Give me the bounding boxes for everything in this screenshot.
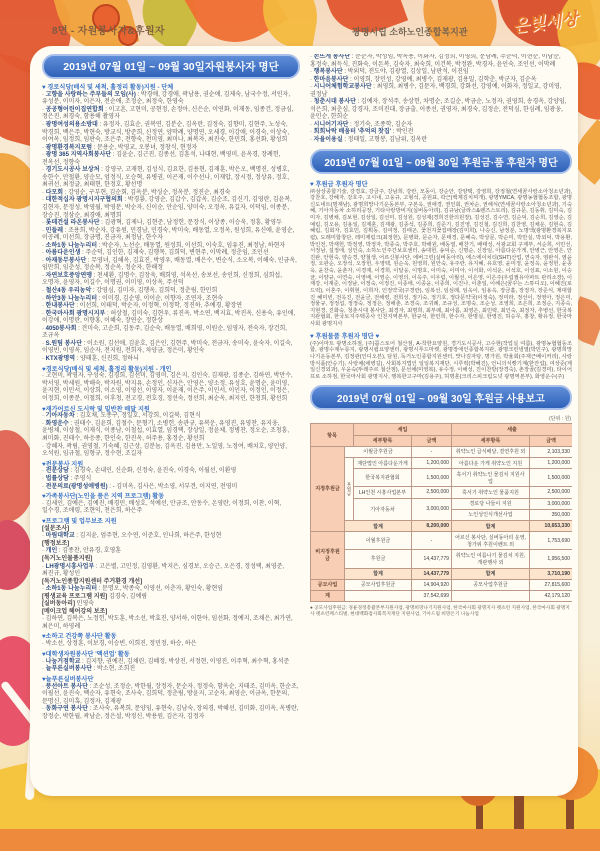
- table-cell: 3,000,000: [412, 498, 452, 520]
- bracket-label: [메이크업 헤어강의 보조]: [42, 608, 108, 615]
- table-cell: 이월금후원금: [345, 446, 412, 457]
- table-cell: 계: [311, 590, 345, 601]
- table-cell: 1,500,000: [412, 469, 452, 487]
- table-cell: [345, 590, 412, 601]
- entry-label: 기아자동차: [45, 413, 75, 420]
- bracket-entry: [42, 556, 300, 564]
- name-list: · 박소선, 상정훈, 이보경, 이승빈, 이희진, 정민정, 하승, 하은: [42, 641, 197, 648]
- table-cell: [452, 590, 530, 601]
- entry-label: 자율이용실: [313, 137, 343, 144]
- volunteer-entry: · 4050봉사회 : 견미숙, 고순희, 김동주, 김순숙, 배동열, 배희영, 이원순, 임영자, 전숙자, 장건희, 조규옥: [42, 325, 287, 340]
- entry-label: 나눔거점학교: [45, 658, 81, 665]
- table-cell: 세출: [452, 424, 573, 435]
- volunteer-entry: · 소하1동 나눔누리터 : 문명오, 박종숙, 이영선, 이춘자, 황인숙, 황현임: [42, 586, 224, 593]
- entry-label: 광명여성의용소방대: [45, 122, 98, 128]
- entry-label: 하안3동 나눔누리터: [45, 295, 98, 302]
- bracket-label: [평생교육 프로그램 지원]: [42, 593, 108, 600]
- report-footnote: ● 공모사업후원금: 경륜경정총괄본부지원사업, 광명희망나기지원사업, 한국마사회 광명지사 펫츠런 지원사업, 한국마사회 광명지사 펫츠런페스티벌, 현대백화점사회복지재단 지원사업, 기아드림 희망온기 나눔사업: [310, 605, 570, 617]
- entry-label: 롯데건설 라온봉사단: [45, 220, 100, 227]
- funds-report-table: [310, 423, 572, 602]
- table-cell: 후원금: [345, 458, 354, 521]
- volunteer-entry: · 늘푸른실버봉사단 : 박소현, 조희진: [42, 666, 136, 673]
- volunteer-entry: · KTX광명역 : 양태훈, 신진희, 정하늬: [42, 355, 139, 362]
- volunteer-entry: · 하안3동 나눔누리터 : 이미경, 김순영, 이이순, 이향자, 조연자, 조현숙: [42, 295, 224, 302]
- table-cell: 합계: [345, 520, 412, 531]
- table-cell: 10,653,330: [530, 520, 573, 531]
- table-cell: 혹서기 취약노인 물품지원: [452, 487, 530, 498]
- entry-label: 다모회: [45, 189, 64, 196]
- volunteer-entry: · 한국마사회 광명시지부 : 허상철, 김미숙, 김현우, 류진옥, 박소연, 백지효, 박진옥, 신용숙, 유인애, 이강애, 이명란, 이향홍, 이혜숙, 장연순, 정한상: [42, 310, 296, 325]
- right-column: [310, 54, 572, 790]
- table-cell: 비지정후원금: [311, 532, 345, 580]
- table-row: [311, 550, 573, 568]
- goods-donor-heading: ♥ 후원물품 후원자 명단 ♥: [310, 332, 380, 340]
- entry-label: 동화구연 봉사단: [45, 706, 88, 713]
- entry-label: 한마음봉사단: [313, 76, 349, 83]
- table-cell: 항목: [311, 424, 354, 446]
- volunteer-entry: · 광명여성의용소방대 : 유정자, 김효순, 권복연, 김분순, 김옥란, 김정숙, 김향미, 김현주, 노성숙, 박경희, 백은주, 박현숙, 방교식, 방준희, 신정연, 양막례, 양명연, 오세경, 이강애, 이경숙, 이상숙, 이여옥, 임정희, 임판숙, 조은주, 전향숙, 천미영, 최미나, 최복자, 최진숙, 한민희, 홍선화, 황성희: [42, 122, 289, 144]
- organization-name: 광명시립 소하노인종합복지관: [352, 27, 468, 37]
- section-heading: ♥경로식당(배식 및 세척, 홀정리 활동)지원 - 개인: [42, 365, 172, 373]
- table-cell: 세부항목: [452, 435, 530, 446]
- table-cell: 금액: [530, 435, 573, 446]
- entry-label: 자연보호중앙연맹: [45, 272, 93, 279]
- volunteer-entry: · 자연보호중앙연맹 : 천세환, 김명수, 김장욱, 배희영, 석옥선, 송보선, 송인희, 신정희, 심희섭, 오명자, 윤영자, 이길수, 이명권, 이미영, 이상옥, 주선덕: [42, 272, 282, 287]
- entry-label: 마림대학교: [45, 533, 75, 540]
- bracket-entry: [42, 579, 300, 587]
- donor-list-title-banner: 2019년 07월 01일 ~ 09월 30일 후원금·품 후원자 명단: [310, 149, 572, 174]
- entry-label: 시니어체험학교봉사단: [313, 84, 372, 91]
- entry-label: 전문의료(광명성애병원): [45, 483, 108, 490]
- bracket-label: [실버동아리]: [42, 601, 75, 608]
- name-list: · 김하연, 김복은, 노정헌, 박도훈, 박소선, 박효진, 양서하, 이한아, 임선화, 정예지, 조채은, 최가연, 최은미, 하영례: [42, 616, 293, 630]
- table-cell: 2,500,000: [412, 487, 452, 498]
- table-row: [311, 579, 573, 590]
- entry-label: 손뜨게 봉사단: [313, 54, 351, 60]
- volunteer-entry: · 광명환경복지포럼 : 문용순, 박영교, 오봉녀, 정창식, 현정자: [42, 144, 198, 151]
- table-cell: 42,179,120: [530, 590, 573, 601]
- entry-label: 소하1동 나눔누리터: [45, 586, 98, 593]
- newsletter-logo: 은빛세상: [511, 9, 579, 36]
- table-row: [311, 590, 573, 601]
- unit-note: (단위 : 원): [549, 416, 571, 423]
- volunteer-entry: · 동화구연 봉사단 : 조사숙, 유복희, 문양임, 유현숙, 김남숙, 장의경, 박혜선, 김미화, 김미옥, 옥병란, 장정순, 박한월, 곽남순, 정은설, 박정신, 박용원, 김은자, 김정자: [42, 706, 299, 720]
- volunteer-entry: · 행복봉사단 : 박외덕, 전도야, 김광열, 김상일, 남판석, 이진임: [310, 69, 469, 76]
- volunteer-entry: · LH광명시흥사업부 : 고은별, 고민정, 김영환, 박지은, 심경보, 오승근, 오은경, 정성택, 최영준, 최진규, 황성인: [42, 563, 285, 578]
- entry-label: 광명환경복지포럼: [45, 144, 93, 151]
- entry-label: 전문상담: [45, 468, 69, 475]
- volunteer-list-title-banner: 2019년 07월 01일 ~ 09월 30일자원봉사자 명단: [42, 54, 300, 79]
- volunteer-entry: · 법률상담 : 주영식: [42, 475, 92, 482]
- table-cell: 2,103,330: [530, 446, 573, 457]
- name-list: · 고현미, 곽영자, 구성숙, 김경희, 김선미, 김영미, 김은지, 김인숙, 김재광, 김종순, 김하연, 박만수, 박서영, 박세원, 박해숙, 박자원, 박지유, 손정인, 신자은, 안영은, 양소정, 유성호, 윤명순, 윤미영, 윤지현, 이민서, 이상희, 이소영, 이영선, 이영자, 이윤재, 이은주, 이인서, 이인자, 이정인, 이정은, 이정희, 이종분, 이철희, 이후청, 전고경, 전호징, 정선숙, 정선희, 최순옥, 최지인, 한청희, 황선희: [42, 373, 293, 402]
- bracket-entry: [실버동아리] 민영숙: [42, 601, 95, 608]
- table-cell: 공모사업: [311, 579, 345, 590]
- table-cell: 재단법인 아름다운가게: [354, 458, 412, 469]
- volunteer-entry: · 광명 365 지역사회봉사단 : 김윤순, 김근진, 김종선, 김훈석, 나대현, 백영미, 윤옥경, 장례헌, 전옥선, 정향숙: [42, 152, 281, 166]
- table-cell: 공모사업후원금: [345, 579, 412, 590]
- table-cell: 기아자동차: [354, 498, 412, 520]
- table-cell: 8,200,000: [412, 520, 452, 531]
- volunteer-entry: · 고향을 사랑하는 주부들의 모임(사) : 박경애, 강경애, 곽남용, 권순애, 김제숙, 남국수정, 서인자, 유성분, 이미자, 이은자, 전순애, 조정순, 최정숙, 한영숙: [42, 91, 291, 106]
- table-cell: 합계: [452, 568, 530, 579]
- entry-label: 화영운수: [45, 420, 69, 427]
- entry-label: 늘푸른실버봉사단: [45, 666, 93, 673]
- autumn-leaf-decoration: [257, 0, 324, 50]
- entry-label: 공공형어린이집연합회: [45, 106, 104, 113]
- entry-label: 시니어기자단: [313, 121, 349, 128]
- volunteer-entry: · 마림대학교 : 김지윤, 엄주현, 오수연, 이준호, 인나희, 하은주, 한성현: [42, 533, 222, 540]
- entry-label: 4050봉사회: [45, 325, 77, 332]
- volunteer-entry: · 한마음봉사단 : 이영희, 장민성, 강영예, 최병수, 김재광, 김용밀, 김학춘, 박군자, 김순옥: [310, 76, 537, 83]
- table-cell: 14,437,779: [412, 568, 452, 579]
- report-title-banner: 2019년 07월 01일 ~ 09월 30일 후원금 사용보고: [310, 385, 572, 410]
- entry-label: 희희낙락 배움터 '추억의 찻집': [313, 129, 392, 136]
- table-cell: 세부항목: [354, 435, 412, 446]
- entry-label: 고향을 사랑하는 주부들의 모임(사): [45, 91, 136, 98]
- section-heading: ♥소하고 건강쪽 봉사단 활동: [42, 633, 117, 641]
- table-cell: 지정후원금: [311, 446, 345, 531]
- volunteer-entry: · 철산4동 우리농악 : 강영심, 김미자, 김행옥, 김희덕, 정춘림, 한민희: [42, 288, 218, 295]
- table-row: [311, 532, 573, 550]
- name-list: · 김세인, 김예은, 김예진, 배경민, 배성호, 석예선, 안금조, 안동수, 온영란, 이정희, 이찬, 이혁, 일수경, 조애령, 조현익, 천은희, 하은주: [42, 500, 282, 515]
- table-cell: 14,904,920: [412, 579, 452, 590]
- volunteer-entry: · 경기도시공사 보상처 : 강영구, 고재현, 김성식, 김요한, 김용현, 김재훈, 박은오, 백명진, 성병호, 송한수, 안철환, 양순모, 엄정식, 오승혁, 유병권, 이곤재, 이수선나, 이재압, 장시정, 정상유, 정호, 최귀선, 최정글, 최태현, 한정호, 황선명: [42, 167, 290, 189]
- money-donor-names: ㈜삼상종합기술, 강경효, 강금주, 강남희, 강란, 모동이, 강순안, 강양택, 강영희, 강정철(연세꿈사랑소아청소년과), 강찬호, 강혜자, 강호주, 고시내, 고웅규, 고형석, 공원표, 곽근(백제김치찌개), 광명YMCA, 광명농협협동조합, 광명신도네트(명재남), 광명희망나기운동본부, 구본옥, 권애경, 권인회, 권차순, 권해식(연세꿈사랑소아청소년과), 기숙혜, 기아자동차 소하리공장, 기타사랑방비지(실버동아리), 김규남(글라스&렌즈스토리), 김규문, 김동휘, 김미숙, 김미자, 김병채, 김보현, 김상일, 김선미, 김성원, 김성재(경희진한의원장), 김성진, 김수연, 김순덕, 김순희, 김영순, 김예림, 김오용, 김용일, 김제훈, 김재광, 김종석, 김종희, 김준기, 김진영, 김진철, 김진희, 김찬영, 김채운, 김현숙, 김혜림, 김회자, 김효민, 김획동, 김여정, 김태곤, 꽃천지꽃집매장(김미희), 나승신, 남정분, 노명액(광명환경복지포럼), 도레미합창단, 레미제림크(최정헌), 문병화, 문순자, 문태경, 문혜숙, 박상문, 박순미, 박만실, 박외덕, 박용환, 박인전, 박재헌, 박정영, 박정자, 박종숙, 박주호, 박해원, 배동열, 배찬기, 배태성, 서광교회 구제부, 서순희, 서민선, 서정남, 설정애, 성인숙, 소하노인주간보호센터, 송대헌, 송덕순, 신명순, 신장임, 아름다운가게, 안병근, 안영은, 안진완, 안현숙, 양승경, 양철생, 어르신봉사단, 에버그린(실버동아리), 에스에이치티(SHT)산업, 연숙자, 염완식, 염윤정, 오관순, 오장석, 오장헌, 우영택, 원순옥, 원영희, 원안숙, 유주란, 유지혜, 유호영, 윤미정, 윤정옥, 윤정헌, 윤종옥, 윤찬숙, 윤춘자, 이경재, 이경희, 이달웅, 이명호, 이미숙, 이미아, 이서화, 이석운, 이석호, 이성표, 이소원, 이승균, 이양규, 이연숙, 이영배, 이영순, 이영의, 이옥주, 이우림, 이월선, 이은영, 이은주(우림필유아파트 관리소장), 이재강, 이재준, 이정남, 이정숙, 이정진, 이종애, 이종윤, 이종희, 이진나, 이춘일, 이해은(꿈꾸는 스튜디오), 이혜진(로드떡), 이혼주, 이휘현, 이희자, 인정약국(구경란), 임복선, 임심례, 임옥이, 임용옥, 장금홀, 장정자, 장준식, 제대합진 혜미빈, 전옥진, 전윤금, 전해령, 전희성, 정기숙, 정기호, 정다문약국(이정숙), 정미라, 정선이, 정영아, 정은미, 정물규, 정정섭, 정정숙, 정정은, 정해춘, 조경숙, 조귀례, 조규성, 조명숙, 조순성, 조영희, 조은희, 조정순, 지종숙, 지현경, 진화숙, 청춘시대 봉사단, 최경자, 최명희, 최부례, 최아름, 최영은, 최민락, 최인숙, 최정자, 추병선, 한국복지관협회, 한국토지주택공사 인천지역본부, 한규석, 한민희, 한수자, 한명실, 한영진, 허승무, 홍창, 황유정, 한국마사회 광명지사: [310, 188, 572, 328]
- entry-label: 청춘시대 봉사단: [313, 99, 356, 106]
- table-cell: 이월후원금: [345, 532, 412, 550]
- table-cell: 1,956,500: [530, 550, 573, 568]
- section-heading: ♥프로그램 및 업무보조 지원: [42, 517, 117, 525]
- section-heading: ♥가족봉사단(노인을 품은 지역 프로그램) 활동: [42, 493, 165, 501]
- entry-label: 민들레: [45, 227, 64, 234]
- entry-label: 법률상담: [45, 475, 69, 482]
- section-heading: ♥전문봉사 지원: [42, 460, 84, 468]
- table-cell: 3,000,000: [530, 498, 573, 509]
- entry-label: 한내봉사단: [45, 303, 75, 310]
- volunteer-entry: · 풍선아트 봉사단 : 조순성, 조정순, 박한월, 장정자, 문순자, 정정숙, 함옥순, 지태조, 김미옥, 한순조, 이필선, 윤진숙, 백순자, 유현숙, 조사숙, 김희덕, 정춘림, 방윤지, 고순자, 최영순, 이금옥, 한문의, 문명신, 김미혹, 김정자, 김재광: [42, 683, 299, 705]
- entry-label: 소하1동 나눔누리터: [45, 242, 98, 249]
- volunteer-entry: · 한내봉사단 : 이선희, 이태덕, 박순자, 이정혁, 이정학, 정진하, 추예경, 황장연: [42, 303, 243, 310]
- table-cell: 합계: [452, 520, 530, 531]
- volunteer-entry: · 손뜨게 봉사단 : 문순자, 박성임, 박옥용, 이화자, 김정희, 이영희, 문남례, 주순덕, 이현순, 이남순, 홍정숙, 최득식, 진화숙, 이돈복, 김숙자, 최숙희, 이건복, 박정완, 박경자, 윤인숙, 조인선, 이막례: [310, 54, 561, 68]
- section-heading: ♥재가어르신 도시락 및 밑반찬 배달 지원: [42, 405, 150, 413]
- name-list: · 강혜자, 곽림, 권영철, 기숙혜, 김근상, 김분놈, 김옥진, 김용만, 노일영, 노정여, 배치호, 양인양, 오석원, 임규철, 임형규, 정수현, 조길자: [42, 443, 287, 458]
- entry-label: 광명 365 지역사회봉사단: [45, 152, 112, 159]
- table-cell: 아름다운 가게 취약노인 지원: [452, 458, 530, 469]
- table-cell: 1,500,000: [530, 469, 573, 487]
- table-cell: 1,753,690: [530, 532, 573, 550]
- entry-label: LH광명시흥사업부: [45, 563, 95, 570]
- volunteer-entry: · 아재동무봉사단 : 무영녀, 김해옥, 김효진, 박영우, 배동열, 배은수, 변순식, 소오복, 이해숙, 인금옥, 임만희, 임춘성, 정순복, 정순옥, 정순자, 한해정: [42, 257, 297, 272]
- entry-label: 개인: [45, 548, 58, 555]
- table-cell: 합계: [345, 568, 412, 579]
- entry-label: 대한적십자 광명시지구협의회: [45, 197, 123, 204]
- volunteer-entry: · 희희낙락 배움터 '추억의 찻집' : 박인전: [310, 129, 414, 136]
- volunteer-entry: · S.원팀 봉사단 : 이소원, 김선애, 김윤호, 김은인, 김현주, 박미숙, 전금자, 송미숙, 윤숙자, 이길숙, 이영빈, 이영옥, 임순자, 전지원, 전희자, 차양금, 정은미, 황인숙: [42, 340, 293, 355]
- volunteer-entry: · 화영운수 : 권태수, 김윤희, 김철수, 문형기, 소병헌, 송관규, 유복운, 유영진, 유영찬, 유지웅, 윤병채, 이상철, 이재식, 이종남, 이철섭, 이효열, 임경택, 장상일, 정윤체, 정병찬, 정오순, 조청흥, 최미화, 진태수, 하응종, 한인숙, 한진옥, 허주용, 홍정순, 황선희: [42, 420, 289, 442]
- table-cell: 1,200,000: [530, 458, 573, 469]
- table-cell: 3,710,190: [530, 568, 573, 579]
- volunteer-entry: · 시니어체험학교봉사단 : 최영희, 최병수, 김문자, 백경희, 강화선, 강영예, 이화자, 정일교, 강미영, 권정남: [310, 84, 562, 98]
- table-cell: 한국복지관협회: [354, 469, 412, 487]
- table-cell: -: [412, 532, 452, 550]
- table-row: [311, 446, 573, 457]
- volunteer-entry: · 소하1동 나눔누리터 : 박순자, 노선순, 배동열, 원성희, 이선희, 이숙호, 임유진, 최정남, 하현자: [42, 242, 286, 249]
- volunteer-list-right: [310, 54, 572, 145]
- volunteer-entry: · 아름다운인생 : 주순덕, 김인한, 김재숙, 김행목, 김희덕, 변현주, 이막례, 정춘임, 조인선: [42, 250, 269, 257]
- table-cell: 350,000: [530, 509, 573, 520]
- entry-label: 철산4동 우리농악: [45, 288, 92, 295]
- money-donor-heading: ♥ 후원금 후원자 명단: [310, 180, 368, 188]
- content-panel: [30, 46, 578, 796]
- volunteer-entry: · 청춘시대 봉사단 : 김예자, 장석주, 송상헌, 차명순, 조길순, 박금순, 노정자, 권영희, 송경옥, 강양임, 석은희, 최춘심, 강경자, 조미진대, 장금출, 이종선, 권영자, 최경숙, 김정순, 전덕심, 한심례, 임광웅, 윤민순, 한희순: [310, 99, 567, 121]
- left-column: [42, 54, 300, 790]
- table-cell: 27,815,600: [530, 579, 573, 590]
- section-heading: ♥늘푸른실버봉사단: [42, 675, 94, 683]
- bracket-label: [행정보조]: [42, 540, 70, 547]
- entry-label: S.원팀 봉사단: [45, 340, 82, 347]
- table-cell: 세입: [354, 424, 452, 435]
- volunteer-entry: · 대한적십자 광명시지구협의회 : 박경룡, 강영순, 김갑수, 김갑옥, 김순조, 김신기, 김영란, 김윤복, 김현자, 문정성, 박영월, 박영문, 박순자, 신이순, 안순임, 양미숙, 오정옥, 유길자, 이덕임, 이종분, 장승진, 정삼순, 최경애, 최명희: [42, 197, 292, 219]
- section-heading: ♥대학생자원봉사단 '액션업' 활동: [42, 650, 130, 658]
- bracket-label: [독거노인물품지원]: [42, 555, 93, 562]
- table-cell: 노인성인식개선사업: [452, 509, 530, 520]
- table-row: [311, 568, 573, 579]
- table-cell: 후원금: [345, 550, 412, 568]
- bottom-strip-decoration: [0, 829, 600, 851]
- entry-label: 아름다운인생: [45, 250, 81, 257]
- table-cell: LH인천 시흥사업본부: [354, 487, 412, 498]
- bracket-label: [독거노인종합지원센터 주거환경 개선]: [42, 578, 143, 585]
- volunteer-entry: · 전문상담 : 김경숙, 손내인, 신순화, 신정숙, 윤진숙, 이경숙, 이월선, 이환영: [42, 468, 237, 475]
- table-row: [311, 458, 573, 469]
- volunteer-list-left: [42, 84, 300, 721]
- table-row: [311, 520, 573, 531]
- entry-label: KTX광명역: [45, 355, 76, 362]
- table-cell: 혹서기 취약노인 물김치 지원사업: [452, 469, 530, 487]
- volunteer-entry: · 롯데건설 라온봉사단 : 김광혁, 김제나, 김현준, 남정헌, 문장식, 이상종, 이승욱, 정흥, 황영두: [42, 220, 282, 227]
- bracket-label: [설문조사]: [42, 525, 70, 532]
- table-cell: 2,500,000: [530, 487, 573, 498]
- volunteer-entry: · 나눔거점학교 : 김지향, 권예진, 김채린, 김혜정, 박상진, 서정현, 이영진, 이주혁, 최수혁, 홍석준: [42, 658, 290, 665]
- table-cell: 공모사업후원금: [452, 579, 530, 590]
- volunteer-entry: · 시니어기자단 : 정기숙, 조종학, 김순자: [310, 121, 413, 128]
- volunteer-entry: · 공공형어린이집연합회 : 이고흔, 고현미, 공현정, 손정아, 신은순, 이연화, 이재동, 임종건, 정금심, 정은진, 최경숙, 함용해 촬영자: [42, 106, 294, 121]
- table-cell: 경로당 나들이 지원: [452, 498, 530, 509]
- volunteer-entry: · 자율이용실 : 정태일, 고형봉, 김남위, 김옥란: [310, 137, 428, 144]
- entry-label: 경기도시공사 보상처: [45, 167, 100, 174]
- table-row: [311, 424, 573, 435]
- entry-label: 한국마사회 광명시지부: [45, 310, 106, 317]
- entry-label: 행복봉사단: [313, 69, 343, 76]
- table-cell: 취약노인 급식배달, 결연후원 외: [452, 446, 530, 457]
- entry-label: 아재동무봉사단: [45, 257, 87, 264]
- table-cell: 금액: [412, 435, 452, 446]
- page-label: 8면 - 자원봉사자&후원자: [52, 26, 165, 37]
- volunteer-entry: · 민들레 : 조용희, 박순자, 강유원, 민경남, 민경숙, 박미숙, 배동열, 오정옥, 원성희, 유신애, 윤영순, 이공례, 미선희, 장금명, 진금자, 최정남, 한수자: [42, 227, 295, 242]
- table-cell: -: [412, 446, 452, 457]
- table-cell: 1,200,000: [412, 458, 452, 469]
- section-heading: ♥ 경로식당(배식 및 세척, 홀정리 활동)지원 - 단체: [42, 84, 174, 91]
- entry-label: 풍선아트 봉사단: [45, 683, 88, 690]
- flower-decoration: [0, 520, 32, 590]
- table-cell: 취약노인 여름나기 물김치 지원, 개관행사 외: [452, 550, 530, 568]
- volunteer-entry: · 전문의료(광명성애병원) : - 김미옥, 김사은, 박소영, 서부견, 이지연, 전영미: [42, 483, 238, 490]
- goods-donor-names: (주)이마트 광명소하점, (주)콥스토어 철산점, A-착한요양원, 경기도시공사, 고수현(작업실 여름), 광명농협협동조합, 광명수제누룽지, 광명시립요양센터, 광명시푸드마켓, 광명장애인종합복지관, 광명크린냉열(박민구), 광명희망나기운동본부, 김정관(인디오븐), 담원, 독거노인종합지원센터, 맛나김자탕, 명가원, 박율회(주재근베이커리), 사랑방식품(안승기), 사랑채(채병길), 사회복지법인 일일복지재단, 시루떡(박혜진), 언니의식빵기계(한잔섭), 여상준(제일신경외과), 우윤숙(뚜레주르 철산점), 문선채(미영복), 유수정, 이해성, 진이찬방(장경숙), 촌장골(김경미), 타이어프로 소하점, 한국마사회 광명지사, 행복한고구마(김용주), 허명훈(크리스피크림도넛 광명역본부), 화영운수(주): [310, 340, 572, 380]
- bracket-entry: [평생교육 프로그램 지원] 김경숙, 김예림: [42, 593, 148, 600]
- table-cell: 37,542,699: [412, 590, 452, 601]
- volunteer-entry: · 기아자동차 : 김호채, 도종구, 정일호, 서강희, 이길북, 김현식: [42, 413, 201, 420]
- volunteer-entry: · 다모회 : 강영순, 구부현, 김순회, 김옥분, 박싱순, 정옥분, 정진순, 최경숙: [42, 189, 231, 196]
- table-cell: 어르신 봉사단, 실버동아리 운영, 청가위 후원이벤트 외: [452, 532, 530, 550]
- table-cell: 14,437,779: [412, 550, 452, 568]
- volunteer-entry: · 개인 : 김종찬, 안유경, 호영훈: [42, 548, 122, 555]
